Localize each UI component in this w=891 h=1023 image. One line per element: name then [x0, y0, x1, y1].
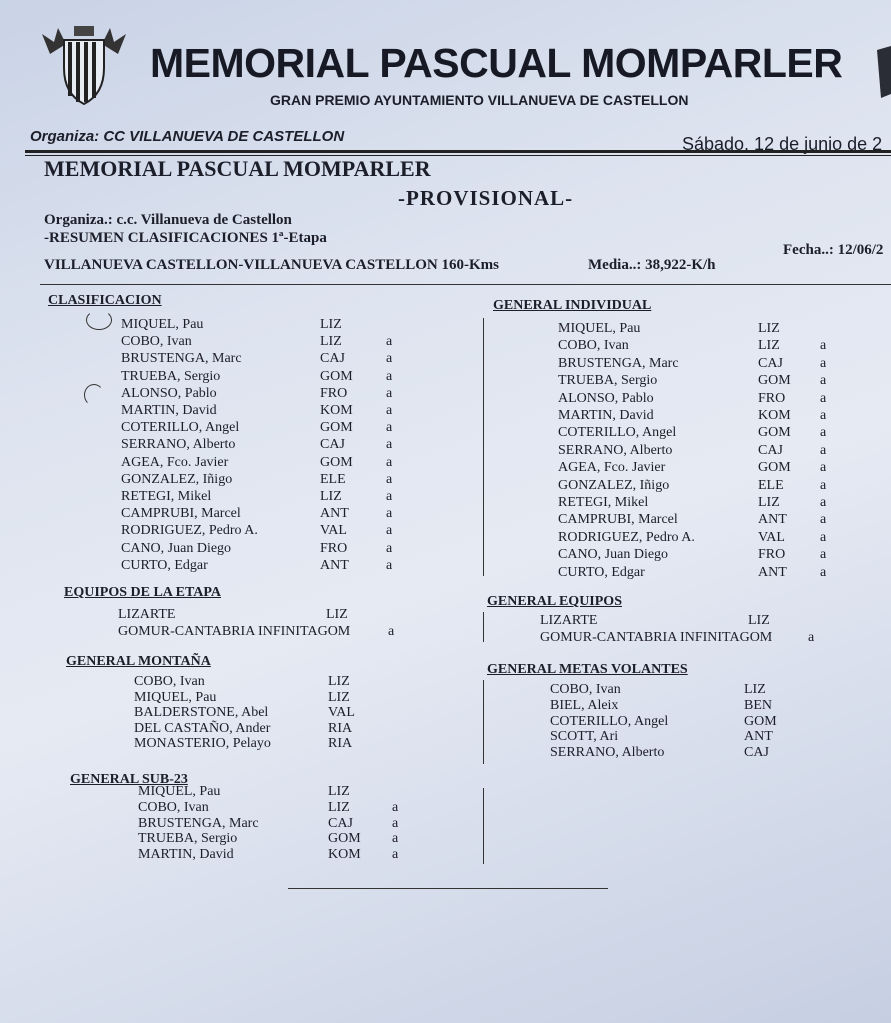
cell-name: AGEA, Fco. Javier	[121, 454, 229, 470]
cell-team: GOM	[758, 460, 791, 476]
section-title-general-individual: GENERAL INDIVIDUAL	[493, 298, 652, 313]
cell-team: FRO	[320, 385, 348, 401]
route-line: VILLANUEVA CASTELLON-VILLANUEVA CASTELLON 160-Kms	[44, 257, 499, 273]
cell-a: a	[386, 403, 393, 418]
cell-team: LIZ	[320, 317, 342, 332]
cell-team: GOM	[758, 373, 791, 389]
organizer-line: Organiza.: c.c. Villanueva de Castellon	[44, 212, 292, 228]
cell-team: GOM	[320, 454, 353, 470]
cell-name: GONZALEZ, Iñigo	[558, 477, 670, 493]
cell-team: GOM	[758, 425, 791, 441]
cell-name: TRUEBA, Sergio	[558, 373, 658, 389]
cell-name: TRUEBA, Sergio	[121, 368, 221, 384]
cell-a: a	[386, 557, 393, 573]
cell-a: a	[820, 355, 827, 371]
cell-name: COBO, Ivan	[138, 799, 209, 815]
cell-team: ANT	[320, 506, 349, 522]
cell-team: RIA	[328, 720, 353, 736]
cell-name: SERRANO, Alberto	[558, 442, 673, 458]
cell-a: a	[386, 351, 393, 367]
cell-name: CURTO, Edgar	[558, 564, 645, 580]
cell-name: BRUSTENGA, Marc	[121, 351, 242, 367]
cell-name: AGEA, Fco. Javier	[558, 460, 666, 476]
cell-a: a	[820, 529, 827, 545]
column-separator	[483, 612, 484, 642]
cell-name: RODRIGUEZ, Pedro A.	[121, 523, 258, 539]
cell-name: GONZALEZ, Iñigo	[121, 471, 233, 487]
cell-team: CAJ	[758, 442, 783, 458]
column-separator	[483, 318, 484, 576]
cell-team: CAJ	[744, 745, 769, 761]
cell-name: COTERILLO, Angel	[558, 425, 677, 441]
cell-name: LIZARTE	[118, 607, 176, 622]
pen-circle-mark	[84, 384, 104, 406]
cell-name: RETEGI, Mikel	[558, 495, 649, 510]
cell-name: ALONSO, Pablo	[121, 385, 217, 401]
cell-team: RIA	[328, 736, 353, 752]
cell-a: a	[820, 425, 827, 441]
cell-name: MARTIN, David	[558, 408, 654, 423]
section-title-equipos-etapa: EQUIPOS DE LA ETAPA	[64, 585, 222, 600]
cell-a: a	[820, 373, 827, 389]
cell-name: COBO, Ivan	[558, 338, 629, 354]
cell-a: a	[388, 624, 395, 639]
cell-name: CANO, Juan Diego	[558, 547, 669, 563]
cell-name: CANO, Juan Diego	[121, 540, 232, 556]
cell-team: GOM	[320, 368, 353, 384]
cell-a: a	[386, 489, 393, 504]
divider	[25, 150, 891, 153]
cell-a: a	[820, 512, 827, 528]
cell-a: a	[386, 385, 393, 401]
cell-a: a	[392, 847, 399, 863]
section-title-metas-volantes: GENERAL METAS VOLANTES	[487, 662, 688, 677]
cell-a: a	[386, 471, 393, 487]
cell-team: KOM	[320, 403, 353, 418]
cell-team: BEN	[744, 697, 772, 713]
cell-name: SERRANO, Alberto	[121, 437, 236, 453]
cell-team: LIZ	[744, 682, 766, 697]
section-title-general-equipos: GENERAL EQUIPOS	[487, 594, 622, 609]
cell-name: BRUSTENGA, Marc	[558, 355, 679, 371]
club-crest-logo	[40, 24, 128, 106]
cell-a: a	[392, 799, 399, 815]
cell-a: a	[820, 564, 827, 580]
cell-name: BIEL, Aleix	[550, 697, 619, 713]
cell-name: ALONSO, Pablo	[558, 390, 654, 406]
cell-team: ANT	[320, 557, 349, 573]
summary-line: -RESUMEN CLASIFICACIONES 1ª-Etapa	[44, 230, 327, 246]
cell-team: ANT	[758, 512, 787, 528]
cell-name: GOMUR-CANTABRIA INFINITAGOM	[540, 630, 773, 645]
cell-team: LIZ	[320, 489, 342, 504]
cell-name: TRUEBA, Sergio	[138, 831, 238, 847]
fecha-line: Fecha..: 12/06/2	[783, 242, 884, 258]
cell-a: a	[820, 547, 827, 563]
section-title-general-montana: GENERAL MONTAÑA	[66, 654, 211, 669]
cell-name: RETEGI, Mikel	[121, 489, 212, 504]
cell-a: a	[386, 540, 393, 556]
cell-team: LIZ	[320, 334, 342, 350]
cell-team: LIZ	[328, 799, 350, 815]
cell-team: FRO	[758, 390, 786, 406]
cell-name: MIQUEL, Pau	[134, 689, 217, 705]
cell-team: VAL	[328, 705, 355, 721]
cell-a: a	[820, 460, 827, 476]
cell-a: a	[820, 442, 827, 458]
cell-a: a	[386, 454, 393, 470]
cell-a: a	[386, 368, 393, 384]
cell-name: DEL CASTAÑO, Ander	[134, 720, 271, 736]
cell-a: a	[386, 523, 393, 539]
cell-name: COTERILLO, Angel	[121, 420, 240, 436]
cell-a: a	[820, 338, 827, 354]
cell-a: a	[820, 495, 827, 510]
cell-name: GOMUR-CANTABRIA INFINITAGOM	[118, 624, 351, 639]
section-title-clasificacion: CLASIFICACION	[48, 293, 162, 308]
document-title: MEMORIAL PASCUAL MOMPARLER	[44, 156, 431, 181]
banner-date: Sábado, 12 de junio de 2	[682, 134, 883, 154]
cell-team: LIZ	[748, 613, 770, 628]
cell-team: VAL	[758, 529, 785, 545]
cell-name: CAMPRUBI, Marcel	[121, 506, 241, 522]
cell-name: BRUSTENGA, Marc	[138, 815, 259, 831]
cell-team: GOM	[320, 420, 353, 436]
cell-a: a	[386, 506, 393, 522]
cell-name: MARTIN, David	[138, 847, 234, 863]
flag-icon	[873, 46, 891, 98]
cell-team: CAJ	[320, 437, 345, 453]
cell-team: LIZ	[328, 674, 350, 689]
cell-team: GOM	[744, 713, 777, 729]
cell-name: CAMPRUBI, Marcel	[558, 512, 678, 528]
cell-a: a	[392, 815, 399, 831]
cell-name: CURTO, Edgar	[121, 557, 208, 573]
cell-name: LIZARTE	[540, 613, 598, 628]
cell-team: KOM	[328, 847, 361, 863]
cell-a: a	[820, 390, 827, 406]
cell-team: CAJ	[328, 815, 353, 831]
cell-a: a	[808, 630, 815, 645]
status-label: -PROVISIONAL-	[398, 186, 574, 210]
cell-team: LIZ	[328, 784, 350, 799]
cell-team: KOM	[758, 408, 791, 423]
cell-name: MIQUEL, Pau	[121, 317, 204, 332]
cell-name: BALDERSTONE, Abel	[134, 705, 269, 721]
cell-a: a	[386, 437, 393, 453]
divider	[40, 284, 891, 285]
cell-team: ANT	[744, 729, 773, 745]
cell-team: ANT	[758, 564, 787, 580]
cell-team: LIZ	[328, 689, 350, 705]
banner-title: MEMORIAL PASCUAL MOMPARLER	[150, 40, 843, 86]
column-separator	[483, 680, 484, 764]
cell-name: COBO, Ivan	[121, 334, 192, 350]
cell-team: CAJ	[320, 351, 345, 367]
cell-name: SCOTT, Ari	[550, 729, 619, 745]
cell-name: RODRIGUEZ, Pedro A.	[558, 529, 695, 545]
cell-a: a	[386, 334, 393, 350]
cell-team: FRO	[758, 547, 786, 563]
cell-name: SERRANO, Alberto	[550, 745, 665, 761]
cell-team: LIZ	[758, 338, 780, 354]
cell-name: COTERILLO, Angel	[550, 713, 669, 729]
column-separator	[483, 788, 484, 864]
banner-organizer: Organiza: CC VILLANUEVA DE CASTELLON	[30, 128, 345, 145]
cell-name: MONASTERIO, Pelayo	[134, 736, 271, 752]
cell-team: ELE	[320, 471, 346, 487]
average-speed: Media..: 38,922-K/h	[588, 257, 716, 273]
cell-team: LIZ	[758, 495, 780, 510]
cell-team: VAL	[320, 523, 347, 539]
cell-name: MIQUEL, Pau	[558, 321, 641, 336]
cell-a: a	[820, 408, 827, 423]
cell-team: LIZ	[326, 607, 348, 622]
pen-circle-mark	[86, 310, 112, 330]
cell-team: ELE	[758, 477, 784, 493]
cell-a: a	[392, 831, 399, 847]
cell-name: COBO, Ivan	[134, 674, 205, 689]
cell-name: COBO, Ivan	[550, 682, 621, 697]
cell-team: FRO	[320, 540, 348, 556]
cell-a: a	[820, 477, 827, 493]
cell-a: a	[386, 420, 393, 436]
bottom-rule	[288, 888, 608, 889]
cell-team: GOM	[328, 831, 361, 847]
cell-name: MIQUEL, Pau	[138, 784, 221, 799]
banner-subtitle: GRAN PREMIO AYUNTAMIENTO VILLANUEVA DE CASTELLON	[270, 92, 689, 108]
cell-team: CAJ	[758, 355, 783, 371]
cell-name: MARTIN, David	[121, 403, 217, 418]
section-title-sub23: GENERAL SUB-23	[70, 772, 188, 787]
cell-team: LIZ	[758, 321, 780, 336]
